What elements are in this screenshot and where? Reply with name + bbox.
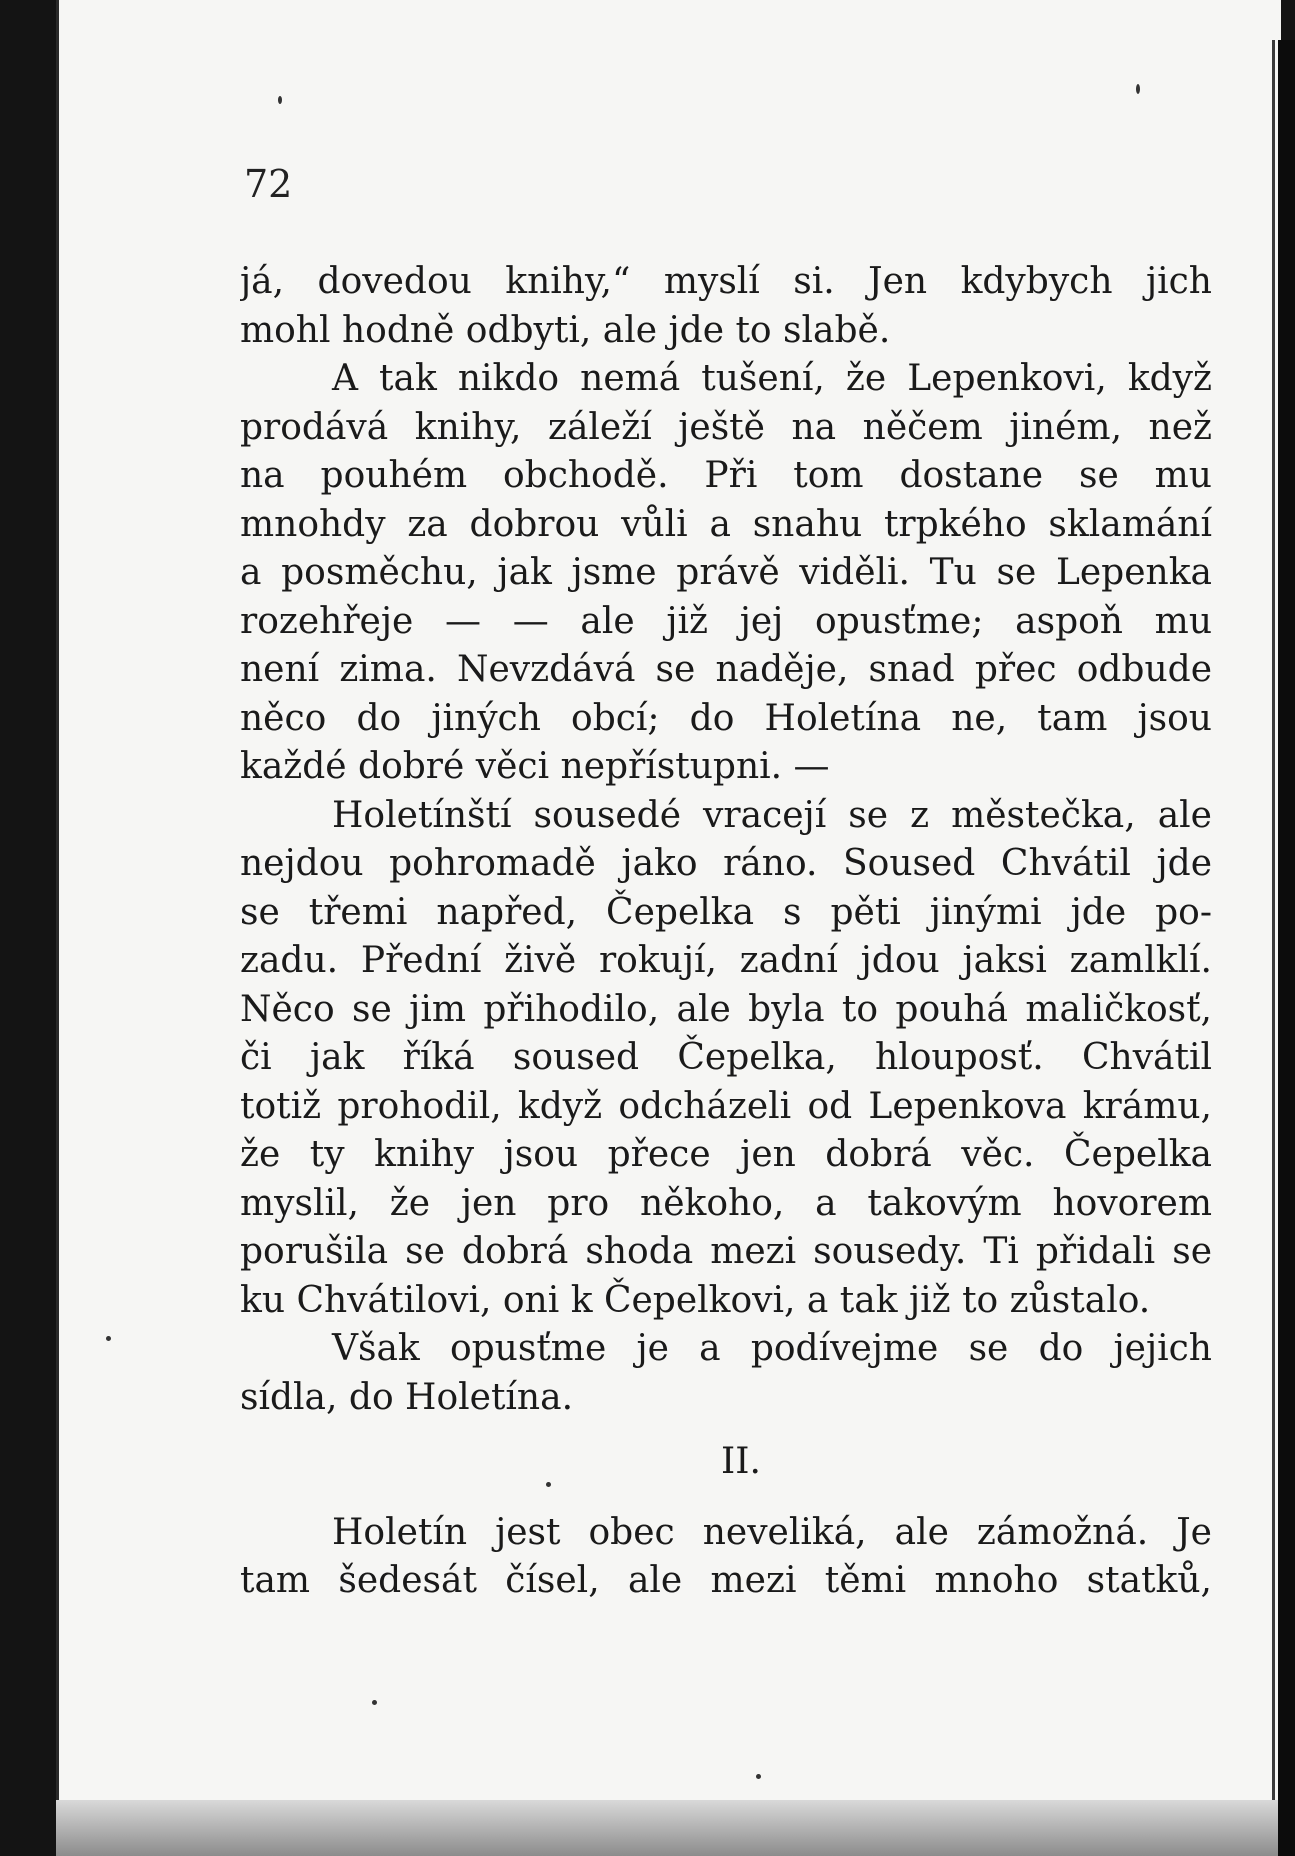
chapter-heading: II. bbox=[721, 1441, 761, 1482]
text-line: každé dobré věci nepřístupni. — bbox=[240, 746, 830, 787]
text-line: porušila se dobrá shoda mezi sousedy. Ti přidali se bbox=[240, 1231, 1212, 1272]
text-line: nejdou pohromadě jako ráno. Soused Chvátil jde bbox=[240, 843, 1212, 884]
paragraph bbox=[240, 1509, 1212, 1606]
main-text bbox=[240, 258, 1212, 1606]
text-line: mohl hodně odbyti, ale jde to slabě. bbox=[240, 309, 891, 351]
text-line: Něco se jim přihodilo, ale byla to pouhá maličkosť, bbox=[240, 988, 1212, 1030]
text-line: na pouhém obchodě. Při tom dostane se mu bbox=[240, 455, 1212, 496]
text-line: mnohdy za dobrou vůli a snahu trpkého sklamání bbox=[240, 503, 1212, 545]
scan-speck bbox=[372, 1700, 377, 1705]
scan-speck bbox=[756, 1774, 761, 1779]
text-line: A tak nikdo nemá tušení, že Lepenkovi, když bbox=[332, 358, 1212, 399]
text-line: či jak říká soused Čepelka, hlouposť. Chvátil bbox=[240, 1037, 1212, 1078]
text-line: já, dovedou knihy,“ myslí si. Jen kdybych jich bbox=[240, 261, 1212, 302]
text-line: tam šedesát čísel, ale mezi těmi mnoho statků, bbox=[240, 1560, 1212, 1601]
text-line: myslil, že jen pro někoho, a takovým hovorem bbox=[240, 1182, 1212, 1224]
text-line: zadu. Přední živě rokují, zadní jdou jaksi zamlklí. bbox=[240, 940, 1212, 981]
text-line: ku Chvátilovi, oni k Čepelkovi, a tak již to zůstalo. bbox=[240, 1279, 1151, 1321]
text-line: rozehřeje — — ale již jej opusťme; aspoň mu bbox=[240, 600, 1212, 642]
text-line: Holetín jest obec neveliká, ale zámožná. Je bbox=[332, 1511, 1212, 1553]
text-line: sídla, do Holetína. bbox=[240, 1376, 574, 1418]
text-line: Holetínští sousedé vracejí se z městečka, ale bbox=[332, 794, 1212, 836]
paragraph bbox=[240, 1325, 1212, 1422]
text-line: se třemi napřed, Čepelka s pěti jinými jde po- bbox=[240, 891, 1212, 933]
page-edge-line bbox=[1272, 40, 1275, 1830]
page-bottom-shadow bbox=[56, 1800, 1278, 1856]
scan-speck bbox=[1136, 84, 1140, 94]
text-line: něco do jiných obcí; do Holetína ne, tam jsou bbox=[240, 697, 1212, 739]
paragraph bbox=[240, 355, 1212, 792]
paragraph bbox=[240, 258, 1212, 355]
scan-speck bbox=[106, 1336, 111, 1341]
text-line: Však opusťme je a podívejme se do jejich bbox=[332, 1328, 1212, 1369]
text-after-heading bbox=[240, 1509, 1212, 1606]
page-number: 72 bbox=[244, 162, 293, 206]
scan-speck bbox=[278, 96, 282, 104]
page-edge-shadow bbox=[1278, 40, 1295, 1856]
paragraph bbox=[240, 792, 1212, 1326]
text-line: není zima. Nevzdává se naděje, snad přec odbude bbox=[240, 649, 1212, 690]
text-line: totiž prohodil, když odcházeli od Lepenkova krámu, bbox=[240, 1085, 1212, 1127]
text-line: prodává knihy, záleží ještě na něčem jiném, než bbox=[240, 406, 1212, 448]
text-line: že ty knihy jsou přece jen dobrá věc. Čepelka bbox=[240, 1134, 1212, 1175]
text-before-heading bbox=[240, 258, 1212, 1422]
text-line: a posměchu, jak jsme právě viděli. Tu se Lepenka bbox=[240, 552, 1212, 593]
